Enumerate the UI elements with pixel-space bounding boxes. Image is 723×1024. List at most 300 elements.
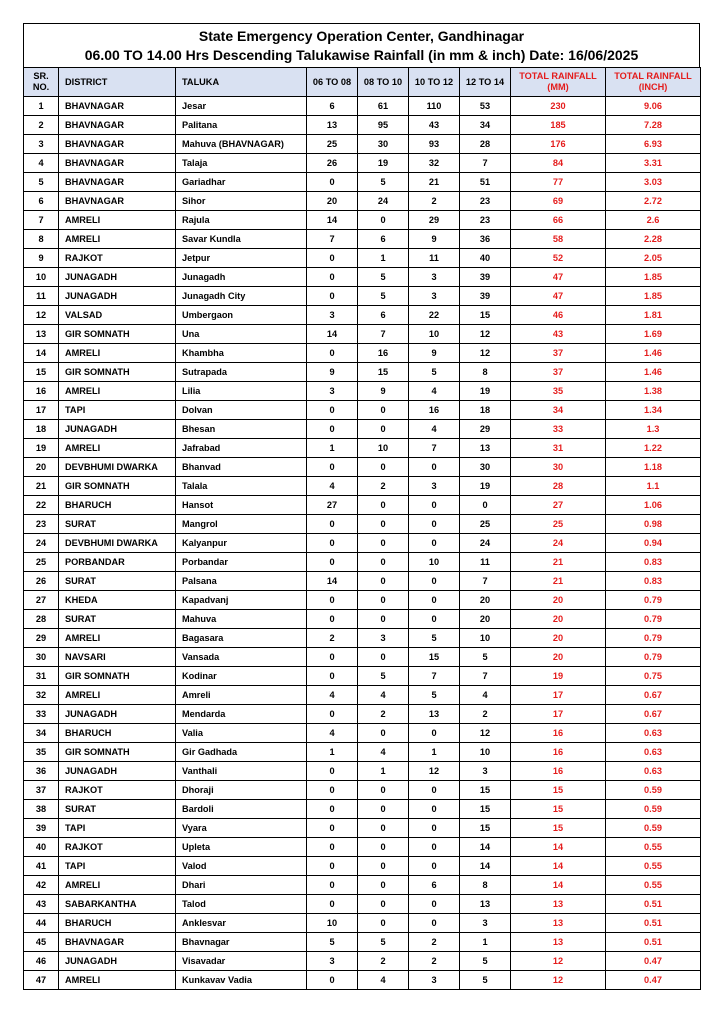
total-inch-cell: 0.63 [606,762,701,781]
08-to-10-cell: 4 [358,971,409,990]
total-mm-cell: 27 [511,496,606,515]
taluka-cell: Bhavnagar [176,933,307,952]
total-mm-cell: 14 [511,857,606,876]
sr-no-cell: 27 [24,591,59,610]
total-inch-cell: 0.79 [606,610,701,629]
taluka-cell: Vanthali [176,762,307,781]
08-to-10-cell: 0 [358,420,409,439]
08-to-10-cell: 5 [358,667,409,686]
total-mm-cell: 28 [511,477,606,496]
total-inch-cell: 1.69 [606,325,701,344]
table-row [24,971,701,990]
total-mm-cell: 13 [511,933,606,952]
10-to-12-cell: 11 [409,249,460,268]
total-mm-cell: 16 [511,743,606,762]
08-to-10-cell: 6 [358,230,409,249]
table-row [24,705,701,724]
total-mm-cell: 37 [511,344,606,363]
district-cell: JUNAGADH [59,705,176,724]
12-to-14-cell: 23 [460,192,511,211]
12-to-14-cell: 15 [460,781,511,800]
total-inch-cell: 0.67 [606,686,701,705]
total-inch-cell: 0.59 [606,819,701,838]
taluka-cell: Talala [176,477,307,496]
total-inch-cell: 0.47 [606,971,701,990]
08-to-10-cell: 0 [358,914,409,933]
08-to-10-cell: 5 [358,933,409,952]
table-row [24,914,701,933]
10-to-12-cell: 43 [409,116,460,135]
06-to-08-cell: 0 [307,458,358,477]
12-to-14-cell: 0 [460,496,511,515]
sr-no-cell: 12 [24,306,59,325]
sr-no-cell: 26 [24,572,59,591]
06-to-08-cell: 3 [307,306,358,325]
06-to-08-cell: 0 [307,534,358,553]
12-to-14-cell: 1 [460,933,511,952]
12-to-14-cell: 19 [460,477,511,496]
total-mm-cell: 66 [511,211,606,230]
district-cell: NAVSARI [59,648,176,667]
total-inch-cell: 1.81 [606,306,701,325]
12-to-14-cell: 20 [460,610,511,629]
table-row [24,496,701,515]
district-cell: GIR SOMNATH [59,743,176,762]
10-to-12-cell: 0 [409,838,460,857]
sr-no-cell: 6 [24,192,59,211]
district-cell: SURAT [59,800,176,819]
table-row [24,686,701,705]
10-to-12-cell: 0 [409,914,460,933]
district-cell: JUNAGADH [59,762,176,781]
district-cell: BHAVNAGAR [59,154,176,173]
12-to-14-cell: 8 [460,876,511,895]
taluka-cell: Vansada [176,648,307,667]
district-cell: KHEDA [59,591,176,610]
total-mm-cell: 69 [511,192,606,211]
sr-no-cell: 9 [24,249,59,268]
table-row [24,192,701,211]
total-mm-cell: 12 [511,952,606,971]
12-to-14-cell: 12 [460,724,511,743]
total-mm-cell: 185 [511,116,606,135]
sr-no-cell: 33 [24,705,59,724]
header-12-to-14: 12 TO 14 [460,68,511,97]
08-to-10-cell: 0 [358,610,409,629]
12-to-14-cell: 5 [460,971,511,990]
sr-no-cell: 1 [24,97,59,116]
08-to-10-cell: 19 [358,154,409,173]
sr-no-cell: 40 [24,838,59,857]
taluka-cell: Talaja [176,154,307,173]
report-title [23,23,700,67]
12-to-14-cell: 2 [460,705,511,724]
total-inch-cell: 0.55 [606,857,701,876]
district-cell: BHARUCH [59,914,176,933]
taluka-cell: Jesar [176,97,307,116]
taluka-cell: Kodinar [176,667,307,686]
taluka-cell: Hansot [176,496,307,515]
06-to-08-cell: 7 [307,230,358,249]
sr-no-cell: 44 [24,914,59,933]
table-row [24,154,701,173]
10-to-12-cell: 0 [409,781,460,800]
10-to-12-cell: 9 [409,344,460,363]
10-to-12-cell: 5 [409,363,460,382]
sr-no-cell: 19 [24,439,59,458]
total-mm-cell: 17 [511,705,606,724]
table-row [24,724,701,743]
12-to-14-cell: 28 [460,135,511,154]
taluka-cell: Palsana [176,572,307,591]
12-to-14-cell: 10 [460,629,511,648]
rainfall-report [23,23,700,990]
table-row [24,572,701,591]
total-mm-cell: 17 [511,686,606,705]
10-to-12-cell: 2 [409,952,460,971]
taluka-cell: Bagasara [176,629,307,648]
total-mm-cell: 13 [511,914,606,933]
06-to-08-cell: 0 [307,610,358,629]
08-to-10-cell: 16 [358,344,409,363]
sr-no-cell: 34 [24,724,59,743]
sr-no-cell: 23 [24,515,59,534]
06-to-08-cell: 2 [307,629,358,648]
10-to-12-cell: 7 [409,439,460,458]
06-to-08-cell: 0 [307,838,358,857]
08-to-10-cell: 0 [358,591,409,610]
district-cell: AMRELI [59,686,176,705]
total-inch-cell: 2.28 [606,230,701,249]
taluka-cell: Mahuva [176,610,307,629]
12-to-14-cell: 39 [460,287,511,306]
08-to-10-cell: 0 [358,895,409,914]
sr-no-cell: 25 [24,553,59,572]
12-to-14-cell: 24 [460,534,511,553]
table-row [24,97,701,116]
district-cell: TAPI [59,819,176,838]
sr-no-cell: 20 [24,458,59,477]
table-body [24,97,701,990]
district-cell: JUNAGADH [59,268,176,287]
district-cell: TAPI [59,857,176,876]
table-row [24,610,701,629]
total-mm-cell: 21 [511,572,606,591]
08-to-10-cell: 15 [358,363,409,382]
10-to-12-cell: 0 [409,819,460,838]
08-to-10-cell: 0 [358,724,409,743]
12-to-14-cell: 13 [460,895,511,914]
total-mm-cell: 14 [511,838,606,857]
total-mm-cell: 46 [511,306,606,325]
06-to-08-cell: 0 [307,857,358,876]
06-to-08-cell: 0 [307,515,358,534]
12-to-14-cell: 34 [460,116,511,135]
12-to-14-cell: 36 [460,230,511,249]
10-to-12-cell: 0 [409,515,460,534]
total-mm-cell: 20 [511,629,606,648]
06-to-08-cell: 0 [307,800,358,819]
06-to-08-cell: 0 [307,705,358,724]
district-cell: GIR SOMNATH [59,477,176,496]
12-to-14-cell: 15 [460,306,511,325]
taluka-cell: Gir Gadhada [176,743,307,762]
title-line-2: 06.00 TO 14.00 Hrs Descending Talukawise Rainfall (in mm & inch) Date: 16/06/2025 [84,47,639,63]
08-to-10-cell: 4 [358,743,409,762]
district-cell: BHAVNAGAR [59,135,176,154]
sr-no-cell: 42 [24,876,59,895]
total-inch-cell: 1.22 [606,439,701,458]
sr-no-cell: 36 [24,762,59,781]
taluka-cell: Jetpur [176,249,307,268]
district-cell: DEVBHUMI DWARKA [59,534,176,553]
table-row [24,230,701,249]
district-cell: JUNAGADH [59,952,176,971]
total-mm-cell: 20 [511,610,606,629]
district-cell: AMRELI [59,230,176,249]
06-to-08-cell: 3 [307,382,358,401]
06-to-08-cell: 0 [307,344,358,363]
taluka-cell: Upleta [176,838,307,857]
10-to-12-cell: 4 [409,382,460,401]
table-row [24,363,701,382]
table-row [24,344,701,363]
08-to-10-cell: 0 [358,648,409,667]
total-mm-cell: 14 [511,876,606,895]
12-to-14-cell: 3 [460,914,511,933]
10-to-12-cell: 0 [409,496,460,515]
06-to-08-cell: 1 [307,439,358,458]
06-to-08-cell: 0 [307,895,358,914]
total-inch-cell: 1.46 [606,363,701,382]
taluka-cell: Anklesvar [176,914,307,933]
total-mm-cell: 176 [511,135,606,154]
06-to-08-cell: 20 [307,192,358,211]
total-inch-cell: 1.34 [606,401,701,420]
sr-no-cell: 8 [24,230,59,249]
08-to-10-cell: 2 [358,477,409,496]
08-to-10-cell: 0 [358,401,409,420]
taluka-cell: Amreli [176,686,307,705]
12-to-14-cell: 14 [460,857,511,876]
10-to-12-cell: 13 [409,705,460,724]
total-mm-cell: 47 [511,268,606,287]
12-to-14-cell: 10 [460,743,511,762]
10-to-12-cell: 110 [409,97,460,116]
total-inch-cell: 3.31 [606,154,701,173]
sr-no-cell: 28 [24,610,59,629]
header-06-to-08: 06 TO 08 [307,68,358,97]
total-inch-cell: 0.83 [606,572,701,591]
taluka-cell: Umbergaon [176,306,307,325]
total-mm-cell: 52 [511,249,606,268]
header-row [24,68,701,97]
total-inch-cell: 3.03 [606,173,701,192]
08-to-10-cell: 0 [358,857,409,876]
district-cell: AMRELI [59,211,176,230]
total-inch-cell: 1.38 [606,382,701,401]
taluka-cell: Dolvan [176,401,307,420]
district-cell: SURAT [59,610,176,629]
taluka-cell: Dhoraji [176,781,307,800]
district-cell: BHAVNAGAR [59,173,176,192]
district-cell: GIR SOMNATH [59,325,176,344]
sr-no-cell: 24 [24,534,59,553]
table-row [24,933,701,952]
total-mm-cell: 20 [511,591,606,610]
10-to-12-cell: 0 [409,857,460,876]
taluka-cell: Bhanvad [176,458,307,477]
table-row [24,420,701,439]
06-to-08-cell: 0 [307,648,358,667]
12-to-14-cell: 5 [460,952,511,971]
total-mm-cell: 16 [511,724,606,743]
district-cell: SURAT [59,515,176,534]
table-row [24,439,701,458]
06-to-08-cell: 0 [307,287,358,306]
total-inch-cell: 0.51 [606,914,701,933]
taluka-cell: Jafrabad [176,439,307,458]
taluka-cell: Dhari [176,876,307,895]
08-to-10-cell: 3 [358,629,409,648]
taluka-cell: Kunkavav Vadia [176,971,307,990]
12-to-14-cell: 13 [460,439,511,458]
total-inch-cell: 0.55 [606,876,701,895]
table-row [24,591,701,610]
08-to-10-cell: 0 [358,572,409,591]
12-to-14-cell: 7 [460,667,511,686]
taluka-cell: Talod [176,895,307,914]
06-to-08-cell: 5 [307,933,358,952]
10-to-12-cell: 0 [409,534,460,553]
total-mm-cell: 20 [511,648,606,667]
table-row [24,648,701,667]
header-08-to-10: 08 TO 10 [358,68,409,97]
total-mm-cell: 31 [511,439,606,458]
06-to-08-cell: 10 [307,914,358,933]
06-to-08-cell: 0 [307,876,358,895]
10-to-12-cell: 3 [409,971,460,990]
district-cell: AMRELI [59,971,176,990]
total-mm-cell: 77 [511,173,606,192]
total-inch-cell: 0.51 [606,933,701,952]
12-to-14-cell: 15 [460,800,511,819]
taluka-cell: Savar Kundla [176,230,307,249]
district-cell: AMRELI [59,876,176,895]
sr-no-cell: 13 [24,325,59,344]
taluka-cell: Valia [176,724,307,743]
sr-no-cell: 5 [24,173,59,192]
taluka-cell: Rajula [176,211,307,230]
sr-no-cell: 14 [24,344,59,363]
08-to-10-cell: 0 [358,800,409,819]
10-to-12-cell: 32 [409,154,460,173]
sr-no-cell: 18 [24,420,59,439]
header-total-mm: TOTAL RAINFALL (MM) [511,68,606,97]
sr-no-cell: 10 [24,268,59,287]
total-inch-cell: 2.05 [606,249,701,268]
06-to-08-cell: 0 [307,173,358,192]
total-mm-cell: 12 [511,971,606,990]
district-cell: BHAVNAGAR [59,116,176,135]
10-to-12-cell: 9 [409,230,460,249]
sr-no-cell: 41 [24,857,59,876]
table-row [24,135,701,154]
taluka-cell: Mahuva (BHAVNAGAR) [176,135,307,154]
table-row [24,857,701,876]
08-to-10-cell: 1 [358,762,409,781]
table-row [24,800,701,819]
08-to-10-cell: 0 [358,515,409,534]
header-sr-no: SR. NO. [24,68,59,97]
06-to-08-cell: 0 [307,971,358,990]
sr-no-cell: 35 [24,743,59,762]
10-to-12-cell: 7 [409,667,460,686]
06-to-08-cell: 1 [307,743,358,762]
10-to-12-cell: 5 [409,629,460,648]
08-to-10-cell: 0 [358,876,409,895]
sr-no-cell: 31 [24,667,59,686]
total-inch-cell: 2.72 [606,192,701,211]
total-mm-cell: 230 [511,97,606,116]
table-row [24,952,701,971]
08-to-10-cell: 10 [358,439,409,458]
sr-no-cell: 43 [24,895,59,914]
table-row [24,458,701,477]
taluka-cell: Mangrol [176,515,307,534]
taluka-cell: Valod [176,857,307,876]
10-to-12-cell: 3 [409,287,460,306]
title-line-1: State Emergency Operation Center, Gandhinagar [198,28,525,44]
table-row [24,401,701,420]
06-to-08-cell: 25 [307,135,358,154]
district-cell: JUNAGADH [59,420,176,439]
08-to-10-cell: 2 [358,705,409,724]
taluka-cell: Junagadh City [176,287,307,306]
district-cell: RAJKOT [59,781,176,800]
12-to-14-cell: 30 [460,458,511,477]
table-row [24,667,701,686]
06-to-08-cell: 0 [307,667,358,686]
sr-no-cell: 32 [24,686,59,705]
total-mm-cell: 33 [511,420,606,439]
district-cell: BHAVNAGAR [59,192,176,211]
sr-no-cell: 37 [24,781,59,800]
sr-no-cell: 47 [24,971,59,990]
08-to-10-cell: 1 [358,249,409,268]
total-inch-cell: 0.67 [606,705,701,724]
08-to-10-cell: 24 [358,192,409,211]
total-inch-cell: 0.59 [606,781,701,800]
sr-no-cell: 16 [24,382,59,401]
district-cell: PORBANDAR [59,553,176,572]
06-to-08-cell: 27 [307,496,358,515]
total-inch-cell: 0.55 [606,838,701,857]
06-to-08-cell: 14 [307,211,358,230]
12-to-14-cell: 12 [460,344,511,363]
08-to-10-cell: 2 [358,952,409,971]
12-to-14-cell: 18 [460,401,511,420]
total-inch-cell: 1.06 [606,496,701,515]
06-to-08-cell: 0 [307,420,358,439]
district-cell: BHARUCH [59,496,176,515]
10-to-12-cell: 0 [409,724,460,743]
district-cell: RAJKOT [59,249,176,268]
total-inch-cell: 0.75 [606,667,701,686]
total-mm-cell: 15 [511,819,606,838]
08-to-10-cell: 0 [358,819,409,838]
district-cell: RAJKOT [59,838,176,857]
